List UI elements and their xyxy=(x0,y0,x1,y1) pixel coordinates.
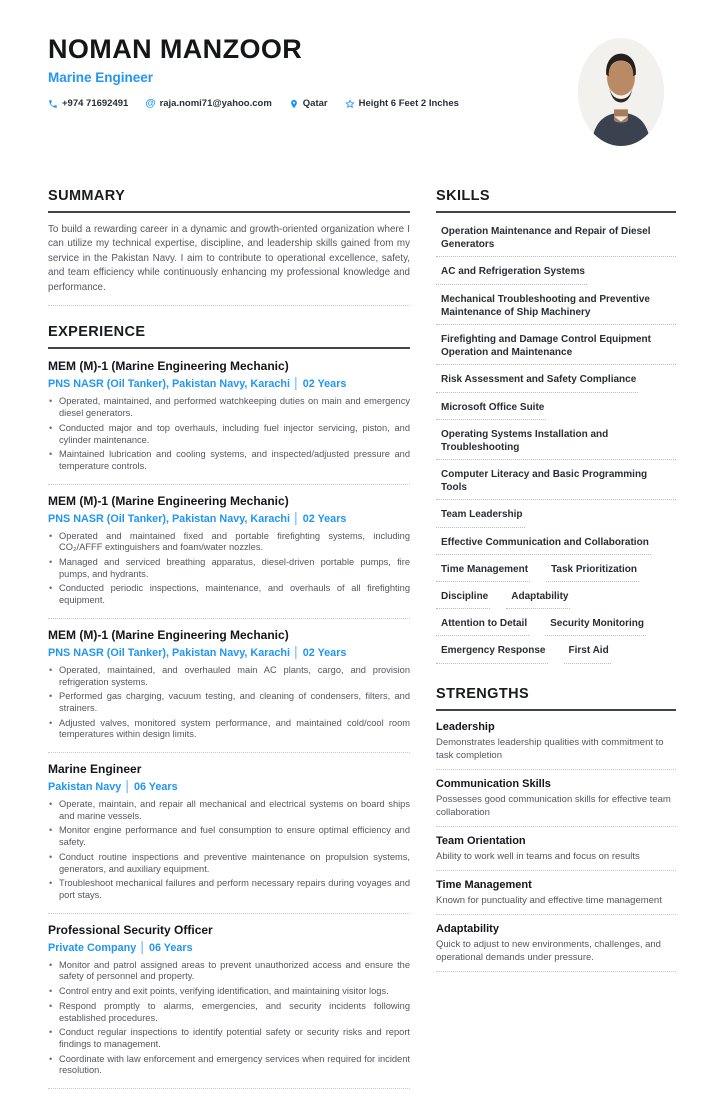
strength-description: Ability to work well in teams and focus on results xyxy=(436,851,640,862)
profile-photo xyxy=(578,38,664,146)
job-bullet: • Conduct regular inspections to identify potential safety or security risks and report findings to management. xyxy=(48,1027,410,1050)
contact-location xyxy=(289,98,328,109)
strength-description: Demonstrates leadership qualities with commitment to task completion xyxy=(436,736,664,761)
contact-height xyxy=(345,98,459,109)
job-title: MEM (M)-1 (Marine Engineering Mechanic) xyxy=(48,627,289,642)
job-entry xyxy=(48,762,410,914)
job-subtitle: PNS NASR (Oil Tanker), Pakistan Navy, Karachi │ 02 Years xyxy=(48,512,347,525)
job-entry xyxy=(48,628,410,753)
job-title: Professional Security Officer xyxy=(48,922,213,937)
skill-item: Adaptability xyxy=(506,588,570,609)
skill-item: Risk Assessment and Safety Compliance xyxy=(436,371,638,392)
skill-item: Team Leadership xyxy=(436,506,525,527)
job-bullets xyxy=(48,960,410,1077)
skill-item: Operation Maintenance and Repair of Diesel Generators xyxy=(436,223,676,257)
contact-email xyxy=(145,98,271,109)
job-subtitle: Pakistan Navy │ 06 Years xyxy=(48,781,178,794)
right-column xyxy=(436,188,676,1098)
phone-icon xyxy=(48,99,58,109)
height-star-icon xyxy=(345,99,355,109)
summary-text: To build a rewarding career in a dynamic and growth-oriented organization where I can utilize my technical expertise, discipline, and leadership skills gained from my service in the Pakistan Navy. I aim to contribute to operational excellence, safety, and team efficiency while continuously enhancing my professional knowledge and performance. xyxy=(48,224,410,293)
skill-row xyxy=(436,371,676,398)
summary-heading: SUMMARY xyxy=(48,188,410,213)
email-icon: @ xyxy=(145,97,156,110)
left-column xyxy=(48,188,410,1098)
job-bullet: • Operated, maintained, and overhauled main AC plants, cargo, and provision refrigeration systems. xyxy=(48,665,410,688)
skill-item: Microsoft Office Suite xyxy=(436,399,546,420)
experience-list xyxy=(48,359,410,1089)
skill-item: Time Management xyxy=(436,561,530,582)
strength-description: Quick to adjust to new environments, challenges, and operational demands under pressure. xyxy=(436,939,661,964)
job-bullets xyxy=(48,531,410,607)
job-bullet: • Control entry and exit points, verifying identification, and maintaining visitor logs. xyxy=(48,986,410,998)
strength-title: Team Orientation xyxy=(436,835,526,847)
job-bullet: • Conduct routine inspections and preventive maintenance on propulsion systems, generators, and auxiliary equipment. xyxy=(48,852,410,875)
job-bullets xyxy=(48,665,410,741)
strengths-section xyxy=(436,686,676,973)
skills-heading: SKILLS xyxy=(436,188,676,213)
strength-title: Leadership xyxy=(436,720,495,733)
job-title: MEM (M)-1 (Marine Engineering Mechanic) xyxy=(48,493,289,508)
skill-item: Computer Literacy and Basic Programming Tools xyxy=(436,466,676,500)
header xyxy=(48,34,676,146)
skill-item: Firefighting and Damage Control Equipment Operation and Maintenance xyxy=(436,331,676,365)
strength-description: Possesses good communication skills for effective team collaboration xyxy=(436,793,671,818)
location-pin-icon xyxy=(289,99,299,109)
summary-section xyxy=(48,188,410,306)
job-bullet: • Operated and maintained fixed and portable firefighting systems, including CO₂/AFFF extinguishers and foam/water nozzles. xyxy=(48,531,410,554)
skill-item: Discipline xyxy=(436,588,490,609)
job-entry xyxy=(48,494,410,619)
strength-item xyxy=(436,778,676,827)
skill-item: Attention to Detail xyxy=(436,615,529,636)
strengths-heading: STRENGTHS xyxy=(436,686,676,711)
job-subtitle: PNS NASR (Oil Tanker), Pakistan Navy, Karachi │ 02 Years xyxy=(48,378,347,391)
job-bullet: • Adjusted valves, monitored system performance, and maintained cold/cool room temperatures within design limits. xyxy=(48,718,410,741)
job-bullet: • Performed gas charging, vacuum testing, and cleaning of condensers, filters, and strainers. xyxy=(48,691,410,714)
profile-photo-image xyxy=(578,38,664,146)
strength-item xyxy=(436,879,676,915)
skill-row xyxy=(436,426,676,466)
job-subtitle: Private Company │ 06 Years xyxy=(48,941,193,954)
job-bullet: • Conducted major and top overhauls, including fuel injector servicing, piston, and cylinder maintenance. xyxy=(48,423,410,446)
email-value: raja.nomi71@yahoo.com xyxy=(159,98,272,109)
skill-item: Operating Systems Installation and Troubleshooting xyxy=(436,426,676,460)
job-subtitle: PNS NASR (Oil Tanker), Pakistan Navy, Karachi │ 02 Years xyxy=(48,646,347,659)
header-left xyxy=(48,34,459,109)
skill-row xyxy=(436,466,676,506)
skill-row xyxy=(436,534,676,561)
experience-section xyxy=(48,324,410,1089)
strength-description: Known for punctuality and effective time management xyxy=(436,895,662,907)
skill-item: AC and Refrigeration Systems xyxy=(436,263,587,284)
phone-value: +974 71692491 xyxy=(62,98,129,109)
skills-list xyxy=(436,223,676,670)
skill-row xyxy=(436,291,676,331)
job-entry xyxy=(48,359,410,484)
job-bullet: • Operate, maintain, and repair all mechanical and electrical systems on board ships and marine vessels. xyxy=(48,799,410,822)
skill-row xyxy=(436,561,676,588)
skill-row xyxy=(436,506,676,533)
skill-row xyxy=(436,399,676,426)
skill-item: Mechanical Troubleshooting and Preventive Maintenance of Ship Machinery xyxy=(436,291,676,325)
skills-section xyxy=(436,188,676,670)
skill-item: First Aid xyxy=(564,642,611,663)
skill-row xyxy=(436,642,676,669)
contact-phone xyxy=(48,98,128,109)
strength-title: Time Management xyxy=(436,879,532,892)
strength-item xyxy=(436,835,676,871)
strengths-list xyxy=(436,721,676,973)
location-value: Qatar xyxy=(302,98,328,109)
skill-item: Effective Communication and Collaboration xyxy=(436,534,651,555)
job-bullet: • Monitor engine performance and fuel consumption to ensure optimal efficiency and safety. xyxy=(48,825,410,848)
job-title: Marine Engineer xyxy=(48,762,142,777)
strength-item xyxy=(436,923,676,972)
strength-item xyxy=(436,721,676,770)
job-entry xyxy=(48,923,410,1089)
skill-item: Emergency Response xyxy=(436,642,548,663)
job-bullet: • Operated, maintained, and performed watchkeeping duties on main and emergency diesel generators. xyxy=(48,396,410,419)
job-bullets xyxy=(48,799,410,902)
person-name: NOMAN MANZOOR xyxy=(48,34,303,64)
skill-row xyxy=(436,331,676,371)
job-bullet: • Managed and serviced breathing apparatus, diesel-driven portable pumps, fire pumps, and hydrants. xyxy=(48,557,410,580)
contact-row xyxy=(48,98,459,109)
strength-title: Communication Skills xyxy=(436,777,551,790)
job-bullet: • Monitor and patrol assigned areas to prevent unauthorized access and ensure the safety of personnel and property. xyxy=(48,960,410,983)
height-value: Height 6 Feet 2 Inches xyxy=(358,98,459,109)
job-title: MEM (M)-1 (Marine Engineering Mechanic) xyxy=(48,359,289,374)
skill-item: Security Monitoring xyxy=(545,615,646,636)
skill-item: Task Prioritization xyxy=(546,561,639,582)
profile-title: Marine Engineer xyxy=(48,70,154,85)
job-bullet: • Maintained lubrication and cooling systems, and inspected/adjusted pressure and temperature controls. xyxy=(48,449,410,472)
content-columns xyxy=(48,188,676,1098)
experience-heading: EXPERIENCE xyxy=(48,324,410,349)
job-bullets xyxy=(48,396,410,472)
strength-title: Adaptability xyxy=(436,923,499,936)
job-bullet: • Coordinate with law enforcement and emergency services when required for incident resolution. xyxy=(48,1054,410,1077)
skill-row xyxy=(436,615,676,642)
skill-row xyxy=(436,263,676,290)
job-bullet: • Conducted periodic inspections, maintenance, and overhauls of all firefighting equipment. xyxy=(48,583,410,606)
job-bullet: • Troubleshoot mechanical failures and perform necessary repairs during voyages and port stays. xyxy=(48,878,410,901)
skill-row xyxy=(436,588,676,615)
skill-row xyxy=(436,223,676,263)
job-bullet: • Respond promptly to alarms, emergencies, and security incidents following established procedures. xyxy=(48,1001,410,1024)
